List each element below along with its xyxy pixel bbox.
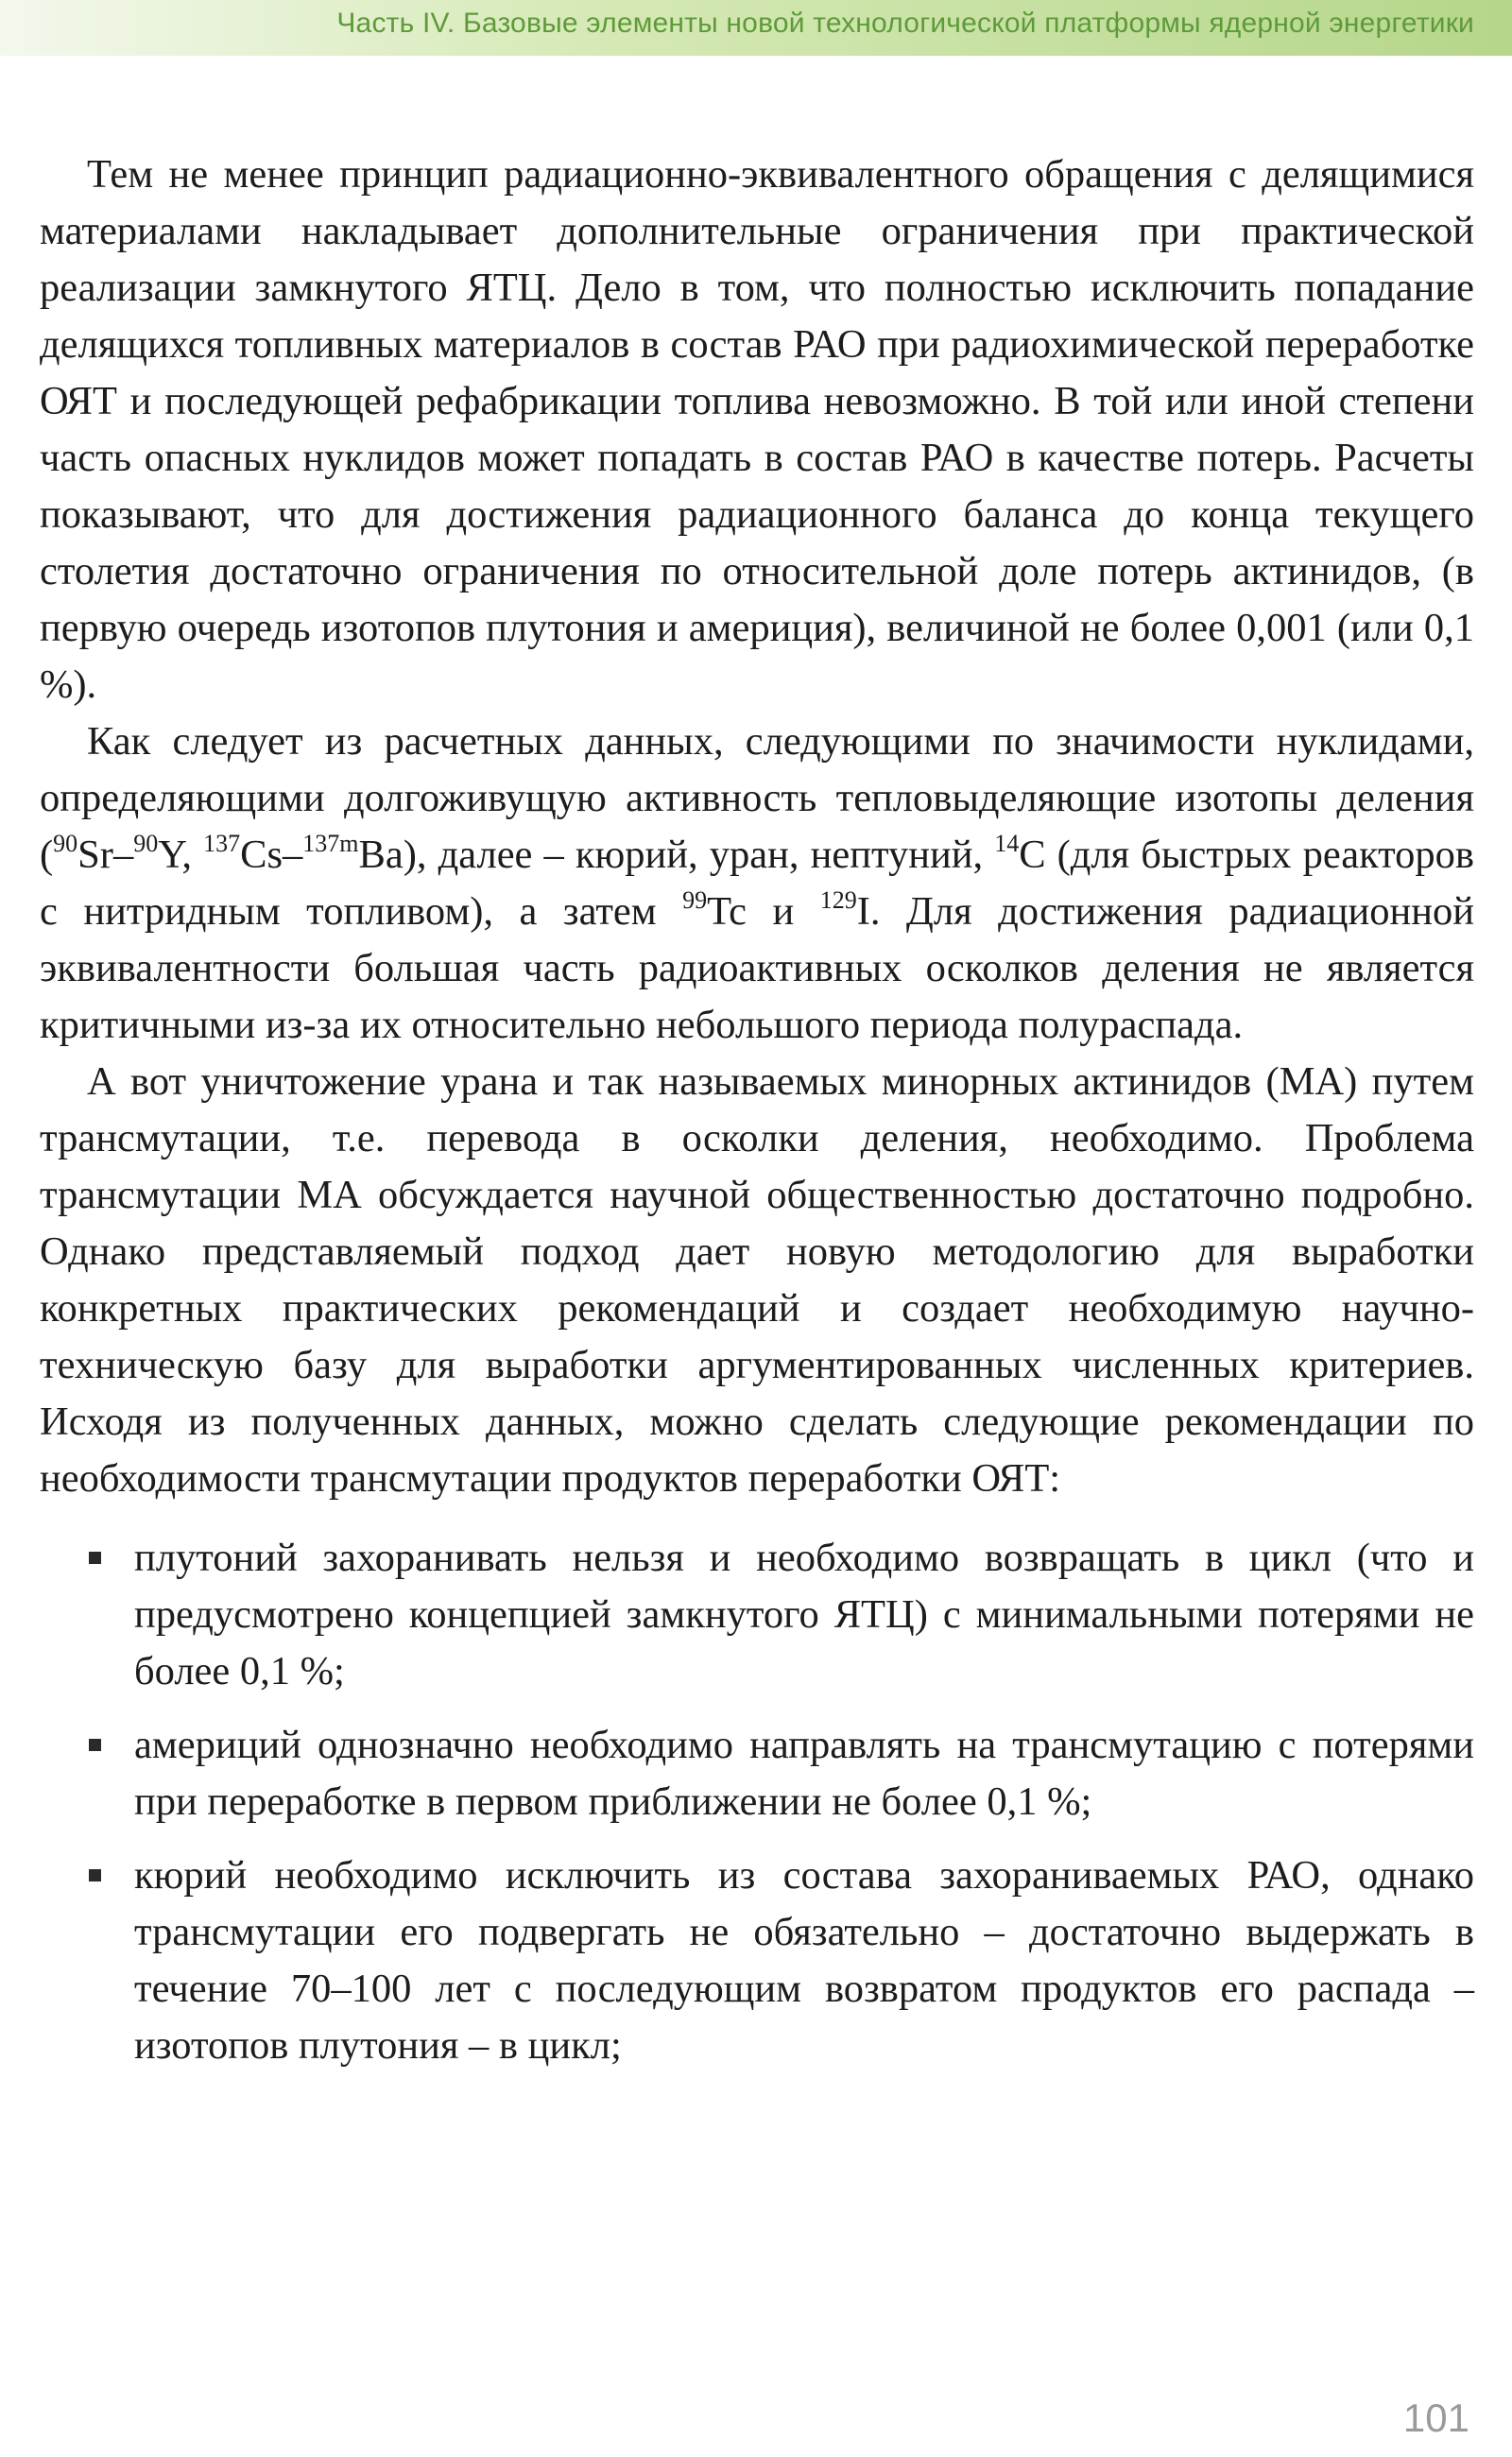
paragraph-1: Тем не менее принцип радиационно-эквивалентного обращения с делящимися материалами накладывает дополнительные ограничения при практической реализации замкнутого ЯТЦ. Дело в том, что полностью исключить попадание делящихся топливных материалов в состав РАО при радиохимической переработке ОЯТ и последующей рефабрикации топлива невозможно. В той или иной степени часть опасных нуклидов может попадать в состав РАО в качестве потерь. Расчеты показывают, что для достижения радиационного баланса до конца текущего столетия достаточно ограничения по относительной доле потерь актинидов, (в первую очередь изотопов плутония и америция), величиной не более 0,001 (или 0,1 %). [40,152,1474,707]
p2-sup-i: 129 [819,886,857,914]
p2-text-6: C (для быстрых реакторов с нитридным топливом), а затем [40,833,1474,934]
paragraph-3: А вот уничтожение урана и так называемых минорных актинидов (МА) путем трансмутации, т.е. перевода в осколки деления, необходимо. Проблема трансмутации МА обсуждается научной общественностью достаточно подробно. Однако представляемый подход дает новую методологию для выработки конкретных практических рекомендаций и создает необходимую научно-техническую базу для выработки аргументированных численных критериев. Исходя из полученных данных, можно сделать следующие рекомендации по необходимости трансмутации продуктов переработки ОЯТ: [40,1059,1474,1501]
p2-text-3: Y, [158,833,204,877]
paragraph-2 [40,713,1474,1054]
p2-sup-ba: 137m [302,830,359,857]
p2-sup-tc: 99 [682,886,708,914]
list-item-text: америций однозначно необходимо направлять на трансмутацию с потерями при переработке в первом приближении не более 0,1 %; [134,1723,1474,1824]
recommendation-list [40,1530,1474,2074]
running-header [0,0,1512,56]
p2-text-4: Cs– [240,833,303,877]
page-number: 101 [1402,2396,1469,2440]
p2-sup-y: 90 [133,830,159,857]
p2-text-7: Tc и [707,889,820,934]
p2-text-8: I. Для достижения радиационной эквивалентности большая часть радиоактивных осколков деления не является критичными из-за их относительно небольшого периода полураспада. [40,889,1474,1047]
p2-sup-sr: 90 [53,830,78,857]
list-item [40,1530,1474,1700]
list-item-text: плутоний захоранивать нельзя и необходимо возвращать в цикл (что и предусмотрено концепцией замкнутого ЯТЦ) с минимальными потерями не более 0,1 %; [134,1536,1474,1693]
p2-text-1: Как следует из расчетных данных, следующими по значимости нуклидами, определяющими долгоживущую активность тепловыделяющие изотопы деления ( [40,719,1474,877]
square-bullet-icon [89,1869,101,1881]
square-bullet-icon [89,1739,101,1751]
p2-sup-c: 14 [994,830,1020,857]
chapter-title: Часть IV. Базовые элементы новой технологической платформы ядерной энергетики [336,8,1474,39]
list-item [40,1717,1474,1830]
list-item-text: кюрий необходимо исключить из состава захораниваемых РАО, однако трансмутации его подвергать не обязательно – достаточно выдержать в течение 70–100 лет с последующим возвратом продуктов его распада – изотопов плутония – в цикл; [134,1853,1474,2068]
list-item [40,1847,1474,2074]
square-bullet-icon [89,1552,101,1564]
p2-text-2: Sr– [77,833,134,877]
body-text [40,146,1474,2091]
p2-text-5: Ba), далее – кюрий, уран, нептуний, [358,833,995,877]
p2-sup-cs: 137 [203,830,241,857]
